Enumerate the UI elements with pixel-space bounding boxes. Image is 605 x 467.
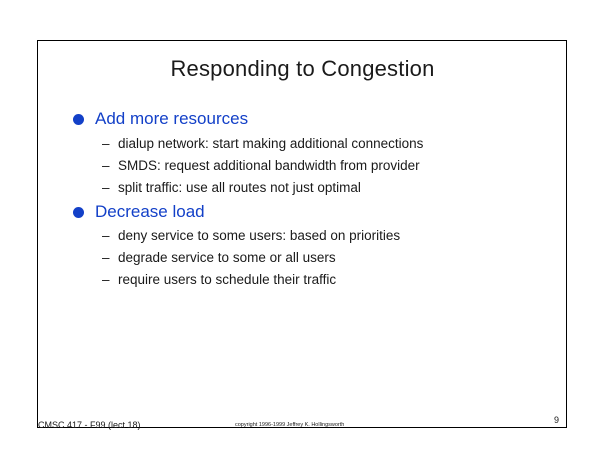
- sub-item: [102, 272, 336, 287]
- footer-course: CMSC 417 - F99 (lect 18): [38, 420, 141, 430]
- slide-title: Responding to Congestion: [170, 56, 435, 81]
- sub-item: [102, 228, 400, 243]
- footer-copyright: copyright 1996-1999 Jeffrey K. Hollingsworth: [235, 422, 345, 428]
- bullet-item: [73, 202, 205, 222]
- sub-item-text: degrade service to some or all users: [118, 250, 336, 265]
- sub-item: [102, 180, 361, 195]
- sub-item: [102, 250, 336, 265]
- sub-item-text: require users to schedule their traffic: [118, 272, 337, 287]
- dash-icon: –: [102, 228, 110, 243]
- bullet-dot-icon: [73, 114, 84, 125]
- dash-icon: –: [102, 250, 110, 265]
- dash-icon: –: [102, 180, 110, 195]
- bullet-dot-icon: [73, 207, 84, 218]
- bullet-text: Decrease load: [95, 202, 205, 221]
- sub-item-text: SMDS: request additional bandwidth from provider: [118, 158, 420, 173]
- sub-item: [102, 158, 420, 173]
- sub-item: [102, 136, 423, 151]
- bullet-item: [73, 109, 248, 129]
- dash-icon: –: [102, 158, 110, 173]
- dash-icon: –: [102, 272, 110, 287]
- sub-item-text: deny service to some users: based on priorities: [118, 228, 401, 243]
- sub-item-text: dialup network: start making additional connections: [118, 136, 424, 151]
- sub-item-text: split traffic: use all routes not just optimal: [118, 180, 361, 195]
- bullet-text: Add more resources: [95, 109, 249, 128]
- page-number: 9: [554, 415, 560, 425]
- dash-icon: –: [102, 136, 110, 151]
